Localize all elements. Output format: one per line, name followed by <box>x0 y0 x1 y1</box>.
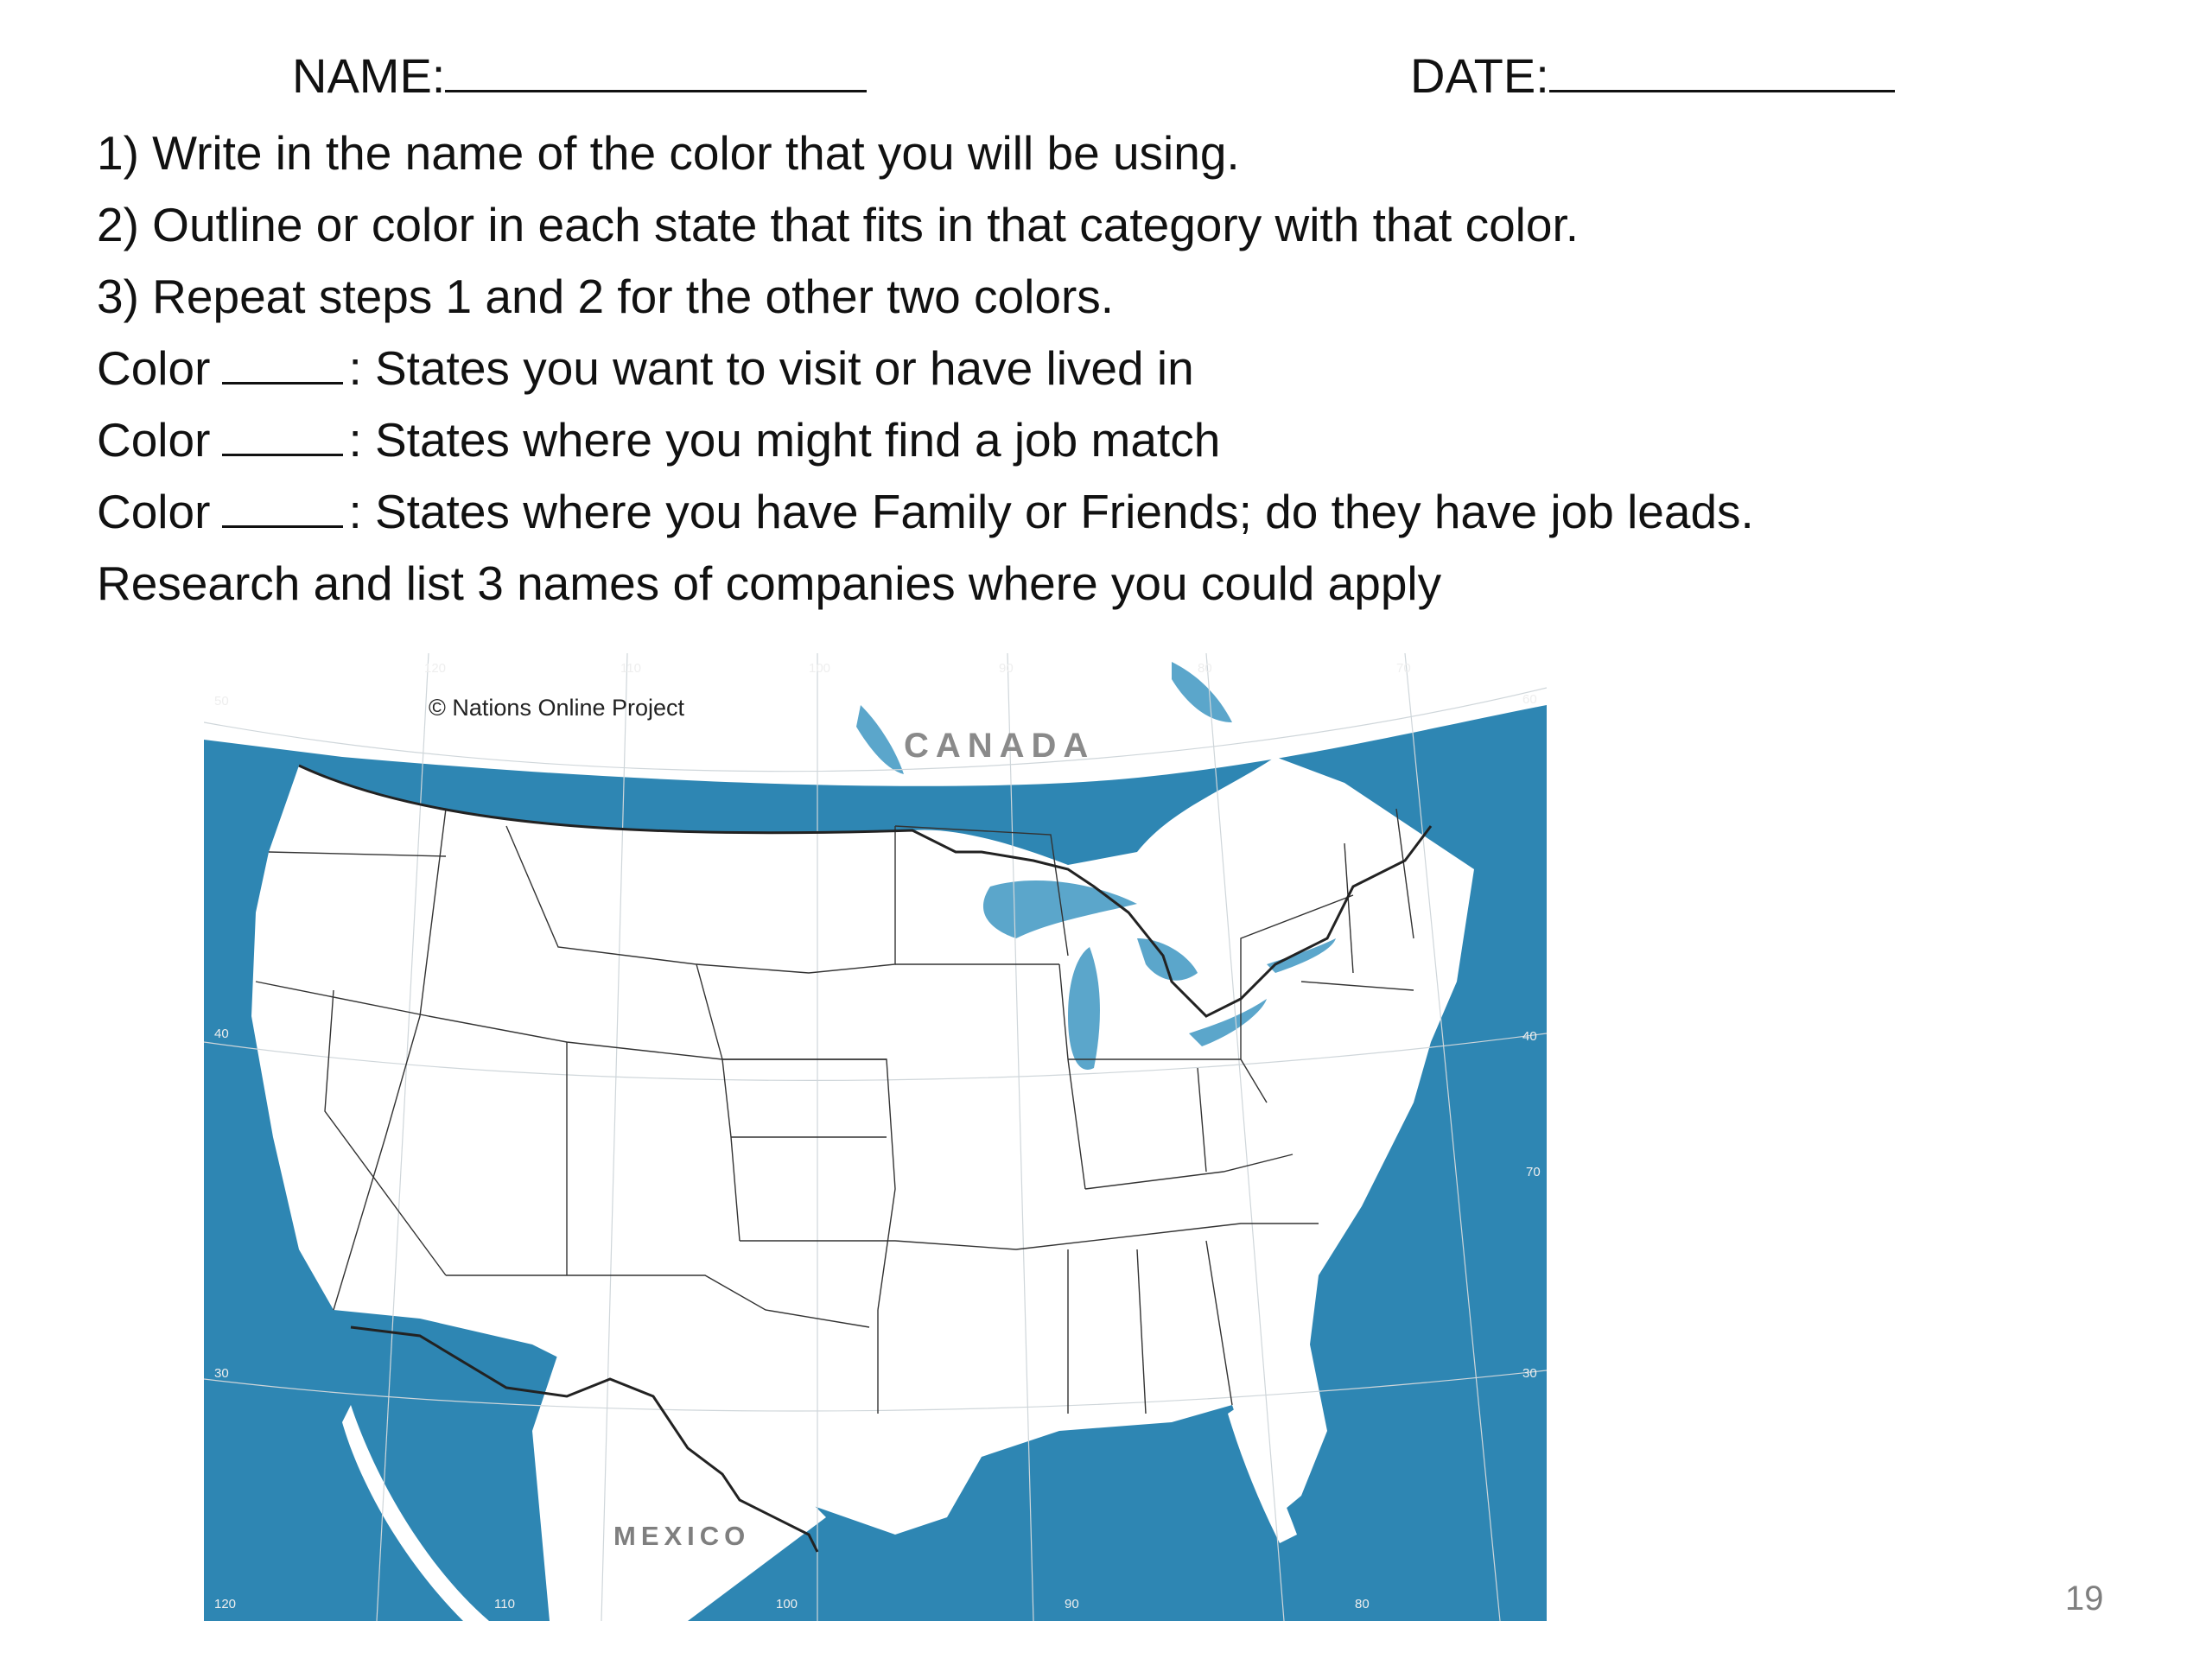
lon-tick-top-120: 120 <box>424 661 447 676</box>
instruction-2: 2) Outline or color in each state that fits in that category with that color. <box>97 198 1580 251</box>
name-label: NAME: <box>292 48 446 103</box>
lon-tick-top-110: 110 <box>620 661 641 676</box>
color-row-text: : States where you might find a job match <box>348 413 1221 467</box>
lat-tick-right-70: 70 <box>1526 1165 1541 1179</box>
canada-label: CANADA <box>904 727 1096 765</box>
page-number: 19 <box>2065 1580 2104 1618</box>
color-blank-line[interactable] <box>222 412 343 456</box>
lat-tick-right-30: 30 <box>1522 1366 1537 1381</box>
name-blank-line[interactable] <box>445 45 867 92</box>
color-blank-line[interactable] <box>222 340 343 385</box>
mexico-label: MEXICO <box>613 1521 751 1551</box>
lon-tick-bottom-80: 80 <box>1355 1597 1370 1611</box>
lon-tick-bottom-110: 110 <box>494 1597 515 1611</box>
color-label: Color <box>97 485 211 538</box>
name-field <box>292 45 867 106</box>
research-line: Research and list 3 names of companies where you could apply <box>97 556 1442 610</box>
lon-tick-bottom-100: 100 <box>776 1597 798 1611</box>
color-row-family <box>97 476 2084 548</box>
lon-tick-top-100: 100 <box>809 661 831 676</box>
lat-tick-left-40: 40 <box>214 1027 229 1041</box>
us-outline-map <box>204 653 1547 1621</box>
color-label: Color <box>97 341 211 395</box>
lon-tick-top-90: 90 <box>999 661 1014 676</box>
date-label: DATE: <box>1410 48 1549 103</box>
instruction-1: 1) Write in the name of the color that you will be using. <box>97 126 1240 180</box>
instructions-block <box>97 118 2084 620</box>
instruction-3: 3) Repeat steps 1 and 2 for the other two colors. <box>97 270 1115 323</box>
date-field <box>1410 45 1895 106</box>
lat-tick-right-40: 40 <box>1522 1029 1537 1044</box>
color-blank-line[interactable] <box>222 484 343 528</box>
lon-tick-bottom-120: 120 <box>214 1597 237 1611</box>
map-credit: © Nations Online Project <box>429 695 685 721</box>
lat-tick-left-30: 30 <box>214 1366 229 1381</box>
lat-tick-left-50: 50 <box>214 694 229 709</box>
lon-tick-top-70: 70 <box>1396 661 1411 676</box>
color-label: Color <box>97 413 211 467</box>
color-row-text: : States where you have Family or Friends; do they have job leads. <box>348 485 1754 538</box>
lat-tick-right-60: 60 <box>1522 692 1537 707</box>
color-row-visit <box>97 333 2084 404</box>
color-row-job <box>97 404 2084 476</box>
color-row-text: : States you want to visit or have lived in <box>348 341 1194 395</box>
date-blank-line[interactable] <box>1549 45 1895 92</box>
lon-tick-top-80: 80 <box>1198 661 1212 676</box>
map-svg <box>204 653 1547 1621</box>
lon-tick-bottom-90: 90 <box>1065 1597 1079 1611</box>
